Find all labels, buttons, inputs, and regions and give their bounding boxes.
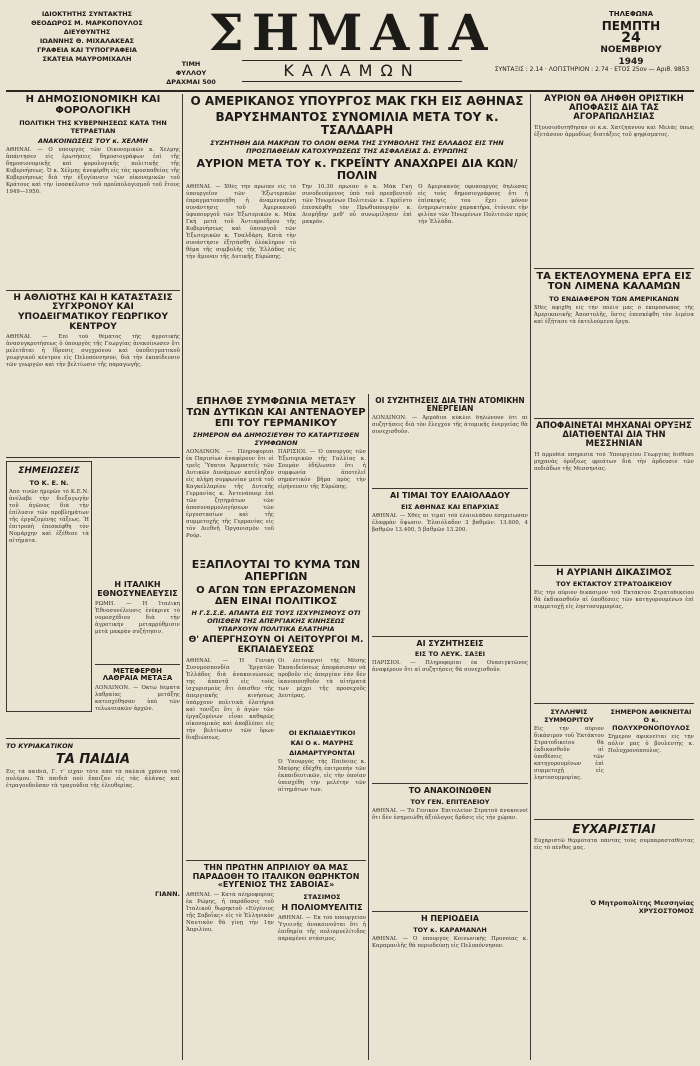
headline-children: ΤΑ ΠΑΙΔΙΑ	[55, 751, 131, 767]
subheadline-helmis: ΑΝΑΚΟΙΝΩΣΕΙΣ ΤΟΥ κ. ΧΕΛΜΗ	[37, 136, 149, 145]
headline-polychronopoulos: ΣΗΜΕΡΟΝ ΑΦΙΚΝΕΙΤΑΙ Ο κ. ΠΟΛΥΧΡΟΝΟΠΟΥΛΟΣ	[610, 708, 692, 733]
headline-fiscal-policy: Η ΔΗΜΟΣΙΟΝΟΜΙΚΗ ΚΑΙ ΦΟΡΟΛΟΓΙΚΗ	[25, 94, 161, 116]
battleship-story	[186, 860, 366, 1061]
headline-court-session: Η ΑΥΡΙΑΝΗ ΔΙΚΑΣΙΜΟΣ	[556, 567, 672, 578]
issue-date: 24	[621, 30, 641, 46]
subheadline-general-staff: ΤΟΥ ΓΕΝ. ΕΠΙΤΕΛΕΙΟΥ	[410, 798, 490, 807]
article-thanks: Εὐχαριστῶ θερμότατα πάντας τοὺς συμπαρασταθέντας εἰς τὸ πένθος μας.	[534, 838, 694, 852]
headline-tour: Η ΠΕΡΙΟΔΕΙΑ	[420, 914, 480, 924]
article-talks: ΠΑΡΙΣΙΟΙ. — Πληροφορίαι ἐκ Οὐασιγκτῶνος ἀναφέρουν ὅτι αἱ συζητήσεις θὰ συνεχισθοῦν.	[372, 660, 528, 674]
headline-sales-decision: ΑΥΡΙΟΝ ΘΑ ΛΗΦΘΗ ΟΡΙΣΤΙΚΗ ΑΠΟΦΑΣΙΣ ΔΙΑ ΤΑΣ ΑΓΟΡΑΠΩΛΗΣΙΑΣ	[544, 94, 684, 123]
article-sales-decision: Ἐξουσιοδοτήθησαν οἱ κ.κ. Χατζηάννου καὶ Μελάς ὅπως ἐξετάσουν ἀρμοδίως διατάξεις τοῦ ψηφίσματος.	[534, 124, 694, 138]
article-germany-part2: ΠΑΡΙΣΙΟΙ. — Ὁ ὑπουργὸς τῶν Ἐξωτερικῶν τῆς Γαλλίας κ. Σουμὰν ἐδήλωσεν ὅτι ἡ συμφωνία ἀποτελεῖ σημαντικὸν βῆμα πρὸς τὴν εἰρήνευσιν τῆς Εὐρώπης.	[278, 449, 366, 491]
subheadline-fiscal-policy: ΠΟΛΙΤΙΚΗ ΤΗΣ ΚΥΒΕΡΝΗΣΕΩΣ ΚΑΤΑ ΤΗΝ ΤΕΤΡΑΕΤΙΑΝ	[19, 118, 167, 135]
article-mcghee-part3: Ὁ Ἀμερικανὸς ὑφυπουργὸς δηλώσας εἰς τοὺς δημοσιογράφους ὅτι ἡ ἐπίσκεψίς του ἔχει μόνον ἐνημερωτικὸν χαρακτῆρα, ἐτόνισε τὴν φιλίαν τῶν Ἡνωμένων Πολιτειῶν πρὸς τὴν Ἑλλάδα.	[418, 183, 528, 225]
offices-label: ΓΡΑΦΕΙΑ ΚΑΙ ΤΥΠΟΓΡΑΦΕΙΑ	[37, 46, 137, 54]
newspaper-subtitle: ΚΑΛΑΜΩΝ	[242, 60, 462, 82]
headline-talks: ΑΙ ΣΥΖΗΤΗΣΕΙΣ	[416, 638, 484, 648]
subheadline-white-house: ΕΙΣ ΤΟ ΛΕΥΚ. ΣΑΞΕΙ	[414, 650, 486, 659]
article-silk: ΛΟΝΔΙΝΟΝ. — Ὀκτὼ δέματα λαθραίας μετάξης κατεσχέθησαν ὑπὸ τῶν τελωνειακῶν ἀρχῶν.	[95, 684, 180, 712]
article-agri-center: ΑΘΗΝΑΙ. — Ἐπὶ τοῦ θέματος τῆς ἀγροτικῆς ἀνασυγκροτήσεως ὁ ὑπουργὸς τῆς Γεωργίας ἀνεκοίνωσεν ὅτι μελετᾶται ἡ ἵδρυσις συγχρόνου καὶ ὑποδειγματικοῦ γεωργικοῦ κέντρου εἰς Πελοπόννησον, διὰ τὴν ἐκπαίδευσιν τῶν γεωργῶν καὶ τὴν βελτίωσιν τῆς παραγωγῆς.	[6, 334, 180, 369]
column-rule	[182, 94, 183, 1060]
article-mcghee-part1: ΑΘΗΝΑΙ. — Χθὲς τὴν πρωΐαν εἰς τὸ ὑπουργεῖον τῶν Ἐξωτερικῶν ἐπραγματοποιήθη ἡ ἀναμενομένη συνάντησις τοῦ Ἀμερικανοῦ ὑφυπουργοῦ τῶν Ἐξωτερικῶν κ. Μὰκ Γκὴ μετὰ τοῦ Ἀντιπροέδρου τῆς Κυβερνήσεως καὶ ὑπουργοῦ τῶν Ἐξωτερικῶν κ. Τσαλδάρη. Κατὰ τὴν συνάντησιν ἐξητάσθη ὁλόκληρον τὸ θέμα τῆς συμβολῆς τῆς Ἑλλάδος εἰς τὴν ἄμυναν τῆς Δυτικῆς Εὐρώπης.	[186, 183, 296, 260]
subheadline-american-interest: ΤΟ ΕΝΔΙΑΦΕΡΟΝ ΤΩΝ ΑΜΕΡΙΚΑΝΩΝ	[549, 295, 679, 304]
headline-olive-oil: ΑΙ ΤΙΜΑΙ ΤΟΥ ΕΛΑΙΟΛΑΔΟΥ	[390, 491, 510, 501]
article-karamanlis: ΑΘΗΝΑΙ. — Ὁ ὑπουργὸς Κοινωνικῆς Προνοίας κ. Καραμανλῆς θὰ περιοδεύσῃ εἰς Πελοπόννησον.	[372, 935, 528, 949]
subheadline-germany: ΣΗΜΕΡΟΝ ΘΑ ΔΗΜΟΣΙΕΥΘΗ ΤΟ ΚΑΤΑΡΤΙΣΘΕΝ ΣΥΜΦΩΝΟΝ	[192, 431, 360, 448]
article-mcghee-part2: Τὴν 10.30 πρωΐαν ὁ κ. Μὰκ Γκὴ συνοδευόμενος ὑπὸ τοῦ πρεσβευτοῦ τῶν Ἡνωμένων Πολιτειῶν κ. Γκρέϊντυ ἐπεσκέφθη τὸν Πρωθυπουργὸν κ. Διομήδην μεθ' οὗ συνωμίλησεν ἐπὶ μακρόν.	[302, 183, 412, 225]
article-strikes-part2: Οἱ λειτουργοὶ τῆς Μέσης Ἐκπαιδεύσεως ἀπεφάσισαν νὰ προβοῦν εἰς ἀπεργίαν ἐὰν δὲν ἱκανοποιηθοῦν τὰ αἰτήματά των μέχρι τῆς προσεχοῦς Δευτέρας.	[278, 657, 366, 699]
headline-battleship: ΤΗΝ ΠΡΩΤΗΝ ΑΠΡΙΛΙΟΥ ΘΑ ΜΑΣ ΠΑΡΑΔΟΘΗ ΤΟ ΙΤΑΛΙΚΟΝ ΘΩΡΗΚΤΟΝ «ΕΥΓΕΝΙΟΣ ΤΗΣ ΣΑΒΟΙΑΣ»	[192, 863, 360, 890]
misc-accounts: ΛΟΓΙΣΤΗΡΙΟΝ : 2.74	[548, 66, 609, 73]
article-arrest: Εἰς τὴν αὔριον δικάσιμον τοῦ Ἐκτάκτου Στρατοδικείου θὰ ἐκδικασθοῦν αἱ ὑποθέσεις τῶν κατηγορουμένων ἐπὶ συμμετοχῇ εἰς ληστοσυμμορίας.	[534, 726, 604, 782]
price-value: ΔΡΑΧΜΑΙ 500	[166, 78, 216, 86]
masthead-left-info	[12, 10, 162, 64]
article-polychronopoulos: Σήμερον ἀφικνεῖται εἰς τὴν πόλιν μας ὁ βουλευτὴς κ. Πολυχρονόπουλος.	[608, 734, 694, 755]
article-olive-oil: ΑΘΗΝΑΙ. — Χθὲς αἱ τιμαὶ τοῦ ἐλαιολάδου ἐσημείωσαν ἐλαφρὰν ὕψωσιν. Ἐλαιόλαδον 3 βαθμῶν: 13.600, 4 βαθμῶν 13.400, 5 βαθμῶν 13.200.	[372, 512, 528, 533]
subheadline-karamanlis: ΤΟΥ κ. ΚΑΡΑΜΑΝΛΗ	[413, 925, 487, 934]
director-name: ΙΩΑΝΝΗΣ Θ. ΜΙΧΑΛΑΚΕΑΣ	[39, 37, 135, 45]
headline-strikes: ΕΞΑΠΛΟΥΤΑΙ ΤΟ ΚΥΜΑ ΤΩΝ ΑΠΕΡΓΙΩΝ	[191, 558, 361, 583]
article-drilling-machines: Ἡ ἁρμοδία ὑπηρεσία τοῦ Ὑπουργείου Γεωργίας διέθεσε μηχανὰς ὀρύξεως φρεάτων διὰ τὴν ἀρδευσιν τῶν πεδιάδων τῆς Μεσσηνίας.	[534, 451, 694, 472]
subheadline-olive-oil: ΕΙΣ ΑΘΗΝΑΣ ΚΑΙ ΕΠΑΡΧΙΑΣ	[400, 502, 500, 511]
column-right-middle	[372, 394, 528, 1060]
headline-arrest: ΣΥΛΛΗΨΙΣ ΣΥΜΜΟΡΙΤΟΥ	[544, 708, 594, 725]
issue-month: ΝΟΕΜΒΡΙΟΥ	[600, 45, 662, 55]
headline-harbor-works: ΤΑ ΕΚΤΕΛΟΥΜΕΝΑ ΕΡΓΑ ΕΙΣ ΤΟΝ ΛΙΜΕΝΑ ΚΑΛΑΜΩΝ	[536, 270, 692, 293]
article-communique: ΑΘΗΝΑΙ. — Τὸ Γενικὸν Ἐπιτελεῖον Στρατοῦ ἀνακοινοῖ ὅτι δὲν ἐσημειώθη ἀξιόλογος δρᾶσις εἰς τὴν χώραν.	[372, 808, 528, 822]
headline-germany: ΕΠΗΛΘΕ ΣΥΜΦΩΝΙΑ ΜΕΤΑΞΥ ΤΩΝ ΔΥΤΙΚΩΝ ΚΑΙ ΑΝΤΕΝΑΟΥΕΡ ΕΠΙ ΤΟΥ ΓΕΡΜΑΝΙΚΟΥ	[186, 396, 366, 429]
strikes-story	[186, 556, 366, 856]
offices-address: ΣΚΑΤΕΙΑ ΜΑΥΡΟΜΙΧΑΛΗ	[42, 55, 132, 63]
lead-story	[186, 92, 528, 392]
children-signature: ΓΙΑΝΝ.	[155, 889, 180, 898]
headline-mavris: ΚΑΙ Ο κ. ΜΑΥΡΗΣ	[290, 738, 354, 747]
headline-educators: ΟΙ ΕΚΠΑΙΔΕΥΤΙΚΟΙ	[288, 728, 356, 737]
thanks-signature: Ὁ Μητροπολίτης Μεσσηνίας ΧΡΥΣΟΣΤΟΜΟΣ	[590, 899, 694, 916]
article-court-session: Εἰς τὴν αὔριον δικάσιμον τοῦ Ἐκτάκτου Στρατοδικείου θὰ ἐκδικασθοῦν αἱ ὑποθέσεις τῶν κατηγορουμένων ἐπὶ συμμετοχῇ εἰς ληστοσυμμορίας.	[534, 590, 694, 611]
newspaper-page	[6, 4, 694, 1062]
phone-label: ΤΗΛΕΦΩΝΑ	[608, 10, 653, 18]
article-italian-assembly: ΡΩΜΗ. — Ἡ Ἰταλικὴ Ἐθνοσυνέλευσις ἐνέκρινε τὸ νομοσχέδιον διὰ τὴν ἀγροτικὴν μεταρρύθμισιν μετὰ μακρὰν συζήτησιν.	[95, 600, 180, 635]
masthead-price	[166, 60, 216, 87]
notes-box-subtitle: ΤΟ Κ. Ε. Ν.	[29, 479, 69, 488]
subheadline-security: ΣΥΖΗΤΗΘΗ ΔΙΑ ΜΑΚΡΩΝ ΤΟ ΟΛΟΝ ΘΕΜΑ ΤΗΣ ΣΥΜΒΟΛΗΣ ΤΗΣ ΕΛΛΑΔΟΣ ΕΙΣ ΤΗΝ ΠΡΟΣΠΑΘΕΙΑΝ ΚΑΤΟΧΥΡΩΣΕΩΣ ΤΗΣ ΑΣΦΑΛΕΙΑΣ Δ. ΕΥΡΩΠΗΣ	[210, 138, 504, 155]
headline-silk: ΜΕΤΕΦΕΡΘΗ ΛΑΘΡΑΙΑ ΜΕΤΑΞΑ	[102, 666, 173, 683]
headline-drilling-machines: ΑΠΟΦΑΙΝΕΤΑΙ ΜΗΧΑΝΑΙ ΟΡΥΞΗΣ ΔΙΑΤΙΘΕΝΤΑΙ ΔΙΑ ΤΗΝ ΜΕΣΣΗΝΙΑΝ	[536, 421, 692, 450]
article-polio: ΑΘΗΝΑΙ. — Ἐκ τοῦ ὑπουργείου Ὑγιεινῆς ἀνακοινοῦται ὅτι ἡ ἐπιδημία τῆς πολιομυελίτιδος παραμένει στάσιμος.	[278, 914, 366, 942]
newspaper-title: ΣΗΜΑΙΑ	[208, 3, 496, 62]
column-left	[6, 92, 180, 1058]
director-label: ΔΙΕΥΘΥΝΤΗΣ	[63, 28, 111, 36]
article-germany-part1: ΛΟΝΔΙΝΟΝ. — Πληροφορίαι ἐκ Παρισίων ἀναφέρουν ὅτι οἱ τρεῖς Ὕπατοι Ἁρμοστεῖς τῶν Δυτικῶν Δυνάμεων κατέληξαν εἰς πλήρη συμφωνίαν μετὰ τοῦ Καγκελλαρίου τῆς Δυτικῆς Γερμανίας κ. Ἀντενάουερ ἐπὶ τῶν ζητημάτων τῶν ἀποσυναρμολογήσεων τῶν ἐργοστασίων καὶ τῆς συμμετοχῆς τῆς Γερμανίας εἰς τὸν Διεθνῆ Ὀργανισμὸν τοῦ Ρούρ.	[186, 449, 274, 540]
section-sunday: ΤΟ ΚΥΡΙΑΚΑΤΙΚΟΝ	[6, 741, 74, 750]
masthead	[6, 4, 694, 92]
headline-stationary: ΣΤΑΣΙΜΟΣ	[303, 892, 341, 901]
article-children: Εἰς τὰ παιδιά, Γ. τ' εἶχαν τότε ἀπὸ τὰ παλαιὰ χρόνια τοῦ πολέμου. Τὰ παιδιὰ ποὺ ἔπαιζαν εἰς τὰς ἀλάνας καὶ ἐτραγουδοῦσαν τὰ τραγούδια τῆς ἐλευθερίας.	[6, 768, 180, 789]
issue-year: 1949	[618, 57, 644, 67]
headline-communique: ΤΟ ΑΝΑΚΟΙΝΩΘΕΝ	[408, 786, 492, 796]
owner-name: ΘΕΟΔΩΡΟΣ Μ. ΜΑΡΚΟΠΟΥΛΟΣ	[31, 19, 143, 27]
headline-polio: Η ΠΟΛΙΟΜΥΕΛΙΤΙΣ	[281, 902, 363, 912]
article-atomic: ΛΟΝΔΙΝΟΝ. — Ἀρμόδιοι κύκλοι δηλώνουν ὅτι αἱ συζητήσεις διὰ τὸν ἔλεγχον τῆς ἀτομικῆς ἐνεργείας θὰ συνεχισθοῦν.	[372, 415, 528, 436]
headline-teachers-strike: Θ' ΑΠΕΡΓΗΣΟΥΝ ΟΙ ΛΕΙΤΟΥΡΓΟΙ Μ. ΕΚΠΑΙΔΕΥΣΕΩΣ	[188, 635, 364, 656]
misc-issue-number: ΕΤΟΣ 25ον — Αριθ. 9853	[614, 66, 690, 73]
notes-box-title: ΣΗΜΕΙΩΣΕΙΣ	[18, 466, 80, 477]
headline-protest: ΔΙΑΜΑΡΤΥΡΟΝΤΑΙ	[289, 748, 355, 757]
headline-thanks: ΕΥΧΑΡΙΣΤΙΑΙ	[572, 822, 656, 837]
headline-grady: ΑΥΡΙΟΝ ΜΕΤΑ ΤΟΥ κ. ΓΚΡΕΪΝΤΥ ΑΝΑΧΩΡΕΙ ΔΙΑ ΚΩΝ/ΠΟΛΙΝ	[196, 156, 518, 182]
article-battleship: ΑΘΗΝΑΙ. — Κατὰ πληροφορίας ἐκ Ρώμης, ἡ παράδοσις τοῦ Ἰταλικοῦ θωρηκτοῦ «Εὐγένιος τῆς Σαβοΐας» εἰς τὸ Ἑλληνικὸν Ναυτικὸν θὰ γίνῃ τὴν 1ην Ἀπριλίου.	[186, 891, 274, 933]
notes-box-text: Ἀπὸ τινῶν ἡμερῶν τὸ Κ.Ε.Ν. ἀνέλαβε τὴν διεξαγωγὴν τοῦ ἀγῶνος διὰ τὴν ἐπίλυσιν τῶν προβλημάτων τῆς ἐργαζομένης τάξεως. Ἡ ἐπιτροπὴ ἐπεσκέφθη τὸν Νομάρχην καὶ ἐξέθεσε τὰ αἰτήματα.	[9, 489, 89, 545]
subheadline-court-martial: ΤΟΥ ΕΚΤΑΚΤΟΥ ΣΤΡΑΤΟΔΙΚΕΙΟΥ	[555, 580, 673, 589]
article-educators: Ὁ Ὑπουργὸς τῆς Παιδείας κ. Μαύρης ἐδέχθη ἐπιτροπὴν τῶν ἐκπαιδευτικῶν, εἰς τὴν ὁποίαν ὑπεσχέθη τὴν μελέτην τῶν αἰτημάτων των.	[278, 758, 366, 793]
germany-story	[186, 394, 366, 554]
price-label: ΤΙΜΗ ΦΥΛΛΟΥ	[175, 60, 207, 77]
headline-mcghee: Ο ΑΜΕΡΙΚΑΝΟΣ ΥΠΟΥΡΓΟΣ ΜΑΚ ΓΚΗ ΕΙΣ ΑΘΗΝΑΣ	[190, 94, 524, 108]
headline-atomic: ΟΙ ΣΥΖΗΤΗΣΕΙΣ ΔΙΑ ΤΗΝ ΑΤΟΜΙΚΗΝ ΕΝΕΡΓΕΙΑΝ	[375, 396, 525, 414]
headline-tsaldaris: ΒΑΡΥΣΗΜΑΝΤΟΣ ΣΥΝΟΜΙΛΙΑ ΜΕΤΑ ΤΟΥ κ. ΤΣΑΛΔΑΡΗ	[215, 109, 499, 137]
article-harbor-works: Χθὲς ἀφίχθη εἰς τὴν πόλιν μας ὁ ἐκπρόσωπος τῆς Ἀμερικανικῆς Ἀποστολῆς, ὅστις ἐπεσκέφθη τὸν λιμένα καὶ ἐξήτασε τὰ ἐκτελούμενα ἔργα.	[534, 305, 694, 326]
column-rule	[530, 94, 531, 1060]
masthead-misc: ΣΥΝΤΑΞΙΣ : 2.14 · ΛΟΓΙΣΤΗΡΙΟΝ : 2.74 · ΕΤΟΣ 25ον — Αριθ. 9853	[494, 66, 690, 73]
column-rule	[368, 394, 369, 1060]
article-strikes-part1: ΑΘΗΝΑΙ. — Ἡ Γενικὴ Συνομοσπονδία Ἐργατῶν Ἑλλάδος διὰ ἀνακοινώσεώς της ἀπαντᾷ εἰς τοὺς ἰσχυρισμοὺς ὅτι ὀπισθεν τῆς ἀπεργιακῆς κινήσεως ὑπάρχουν πολιτικὰ ἐλατήρια καὶ τονίζει ὅτι ὁ ἀγὼν τῶν ἐργαζομένων εἶναι καθαρῶς οἰκονομικὸς καὶ ἀποβλέπει εἰς τὴν βελτίωσιν τῶν ὅρων διαβιώσεως.	[186, 657, 274, 741]
issue-day: ΠΕΜΠΤΗ	[601, 19, 661, 33]
owner-label: ΙΔΙΟΚΤΗΤΗΣ ΣΥΝΤΑΚΤΗΣ	[41, 10, 133, 18]
article-fiscal-policy: ΑΘΗΝΑΙ. — Ο ὑπουργός τῶν Οἰκονομικῶν κ. Χέλμης ἀπάντησεν εἰς ἐρωτήσεις δημοσιογράφων ἐπὶ τῆς δημοσιονομικῆς καὶ φορολογικῆς πολιτικῆς τῆς Κυβερνήσεως. Ὁ κ. Χέλμης ἀνεφέρθη εἰς τὰς προσπαθείας τῆς Κυβερνήσεως διὰ τὴν ἐξυγίανσιν τῶν οἰκονομικῶν τοῦ Κράτους καὶ τὴν ἰσοσκέλισιν τοῦ προϋπολογισμοῦ τοῦ ἔτους 1949—1950.	[6, 146, 180, 195]
subheadline-gsee: Η Γ.Σ.Σ.Ε. ΑΠΑΝΤΑ ΕΙΣ ΤΟΥΣ ΙΣΧΥΡΙΣΜΟΥΣ ΟΤΙ ΟΠΙΣΘΕΝ ΤΗΣ ΑΠΕΡΓΙΑΚΗΣ ΚΙΝΗΣΕΩΣ ΥΠΑΡΧΟΥΝ ΠΟΛΙΤΙΚΑ ΕΛΑΤΗΡΙΑ	[191, 609, 361, 634]
masthead-date	[572, 8, 690, 68]
headline-italian-assembly: Η ΙΤΑΛΙΚΗ ΕΘΝΟΣΥΝΕΛΕΥΣΙΣ	[97, 580, 178, 599]
misc-editorial: ΣΥΝΤΑΞΙΣ : 2.14	[494, 66, 544, 73]
column-right	[534, 92, 694, 1058]
headline-agri-center: Η ΑΘΛΙΟΤΗΣ ΚΑΙ Η ΚΑΤΑΣΤΑΣΙΣ ΣΥΓΧΡΟΝΟΥ ΚΑΙ ΥΠΟΔΕΙΓΜΑΤΙΚΟΥ ΓΕΩΡΓΙΚΟΥ ΚΕΝΤΡΟΥ	[13, 292, 173, 332]
headline-not-political: Ο ΑΓΩΝ ΤΩΝ ΕΡΓΑΖΟΜΕΝΩΝ ΔΕΝ ΕΙΝΑΙ ΠΟΛΙΤΙΚΟΣ	[196, 584, 356, 607]
